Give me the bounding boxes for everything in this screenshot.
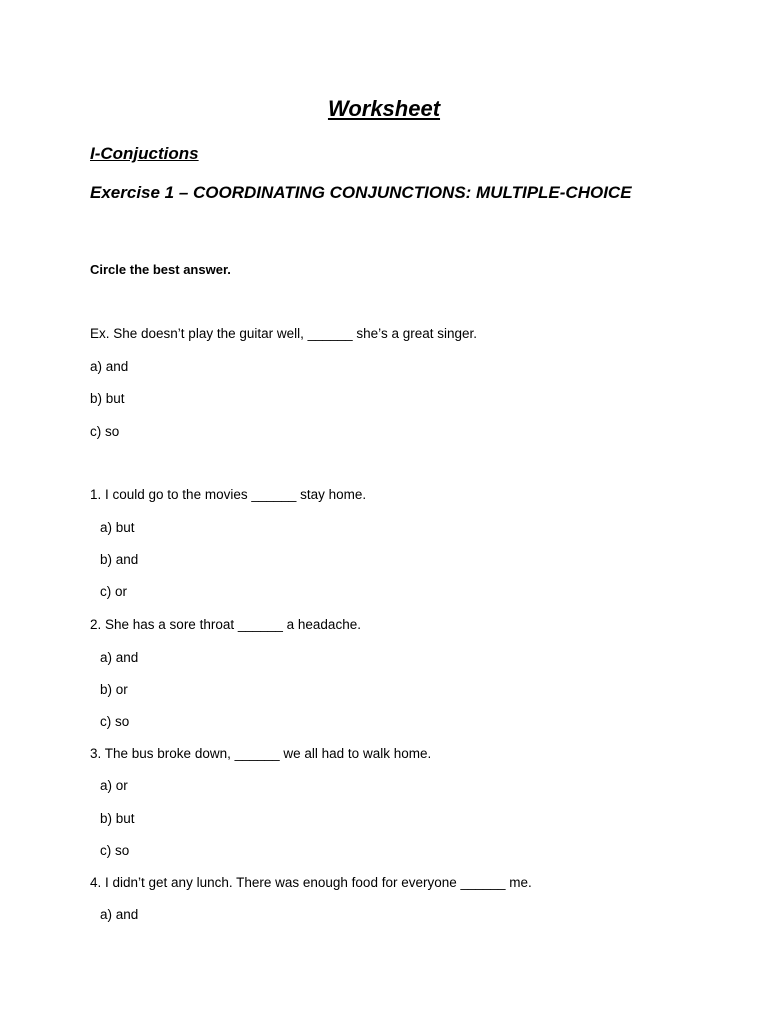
- example-option: b) but: [90, 391, 125, 406]
- question-option: b) or: [100, 682, 128, 697]
- section-heading: I-Conjuctions: [90, 144, 199, 163]
- example-option: a) and: [90, 359, 129, 374]
- question-option: c) so: [100, 714, 130, 729]
- question-option: a) and: [100, 907, 139, 922]
- question-option: a) and: [100, 650, 139, 665]
- question-option: c) or: [100, 584, 127, 599]
- question-prompt: 2. She has a sore throat ______ a headache.: [90, 617, 361, 632]
- question-option: a) but: [100, 520, 135, 535]
- question-prompt: 3. The bus broke down, ______ we all had to walk home.: [90, 746, 432, 761]
- question-option: a) or: [100, 778, 128, 793]
- question-prompt: 1. I could go to the movies ______ stay home.: [90, 487, 367, 502]
- exercise-heading: Exercise 1 – COORDINATING CONJUNCTIONS: MULTIPLE-CHOICE: [90, 183, 632, 202]
- example-option: c) so: [90, 424, 120, 439]
- page-title: Worksheet: [327, 96, 441, 121]
- question-prompt: 4. I didn’t get any lunch. There was enough food for everyone ______ me.: [90, 875, 532, 890]
- example-prompt: Ex. She doesn’t play the guitar well, ______ she’s a great singer.: [90, 326, 477, 341]
- question-option: b) but: [100, 811, 135, 826]
- question-option: b) and: [100, 552, 139, 567]
- instruction-text: Circle the best answer.: [90, 262, 231, 277]
- question-option: c) so: [100, 843, 130, 858]
